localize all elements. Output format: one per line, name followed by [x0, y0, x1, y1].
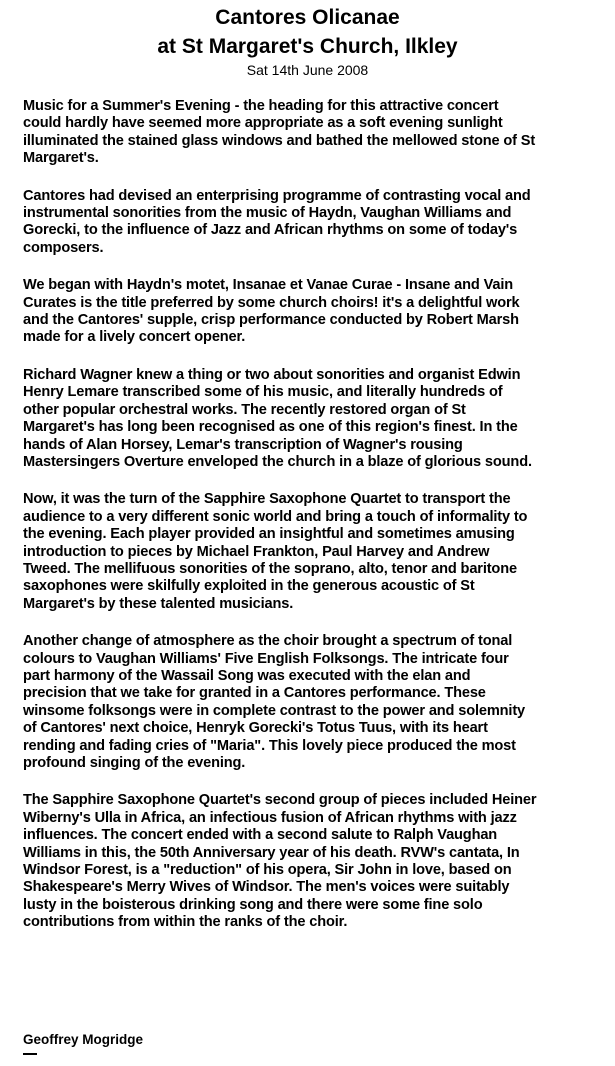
paragraph-3: We began with Haydn's motet, Insanae et Vanae Curae - Insane and Vain Curates is the title preferred by some church choirs! it's a delightful work and the Cantores' supple, crisp performance conducted by Robert Marsh made for a lively concert opener.: [23, 277, 520, 346]
paragraph-1: Music for a Summer's Evening - the heading for this attractive concert could hardly have seemed more appropriate as a soft evening sunlight illuminated the stained glass windows and bathed the mellowed stone of St Margaret's.: [23, 98, 536, 167]
paragraph-6: Another change of atmosphere as the choir brought a spectrum of tonal colours to Vaughan Williams' Five English Folksongs. The intricate four part harmony of the Wassail Song was executed with the elan and precision that we take for granted in a Cantores performance. These winsome folksongs were in complete contrast to the power and solemnity of Cantores' next choice, Henryk Gorecki's Totus Tuus, with its heart rending and fading cries of "Maria". This lovely piece produced the most profound singing of the evening.: [23, 633, 525, 771]
review-body: [23, 98, 608, 952]
paragraph-4: Richard Wagner knew a thing or two about sonorities and organist Edwin Henry Lemare transcribed some of his music, and literally hundreds of other popular orchestral works. The recently restored organ of St Margaret's has long been recognised as one of this region's finest. In the hands of Alan Horsey, Lemar's transcription of Wagner's rousing Mastersingers Overture enveloped the church in a blaze of glorious sound.: [23, 366, 532, 470]
paragraph-2: Cantores had devised an enterprising programme of contrasting vocal and instrumental sonorities from the music of Haydn, Vaughan Williams and Gorecki, to the influence of Jazz and African rhythms on some of today's composers.: [23, 187, 531, 256]
paragraph-5: Now, it was the turn of the Sapphire Saxophone Quartet to transport the audience to a very different sonic world and bring a touch of informality to the evening. Each player provided an insightful and sometimes amusing introduction to pieces by Michael Frankton, Paul Harvey and Andrew Tweed. The mellifuous sonorities of the soprano, alto, tenor and baritone saxophones were skilfully exploited in the generous acoustic of St Margaret's by these talented musicians.: [23, 491, 528, 612]
document-title: Cantores Olicanae: [215, 6, 400, 29]
author-name: Geoffrey Mogridge: [23, 1032, 144, 1047]
concert-date: Sat 14th June 2008: [246, 62, 369, 78]
paragraph-7: The Sapphire Saxophone Quartet's second group of pieces included Heiner Wiberny's Ulla in Africa, an infectious fusion of African rhythms with jazz influences. The concert ended with a second salute to Ralph Vaughan Williams in this, the 50th Anniversary year of his death. RVW's cantata, In Windsor Forest, is a "reduction" of his opera, Sir John in love, based on Shakespeare's Merry Wives of Windsor. The men's voices were suitably lusty in the boisterous drinking song and there were some fine solo contributions from within the ranks of the choir.: [23, 792, 537, 931]
signature-rule: [23, 1053, 37, 1055]
document-subtitle: at St Margaret's Church, Ilkley: [157, 35, 458, 58]
